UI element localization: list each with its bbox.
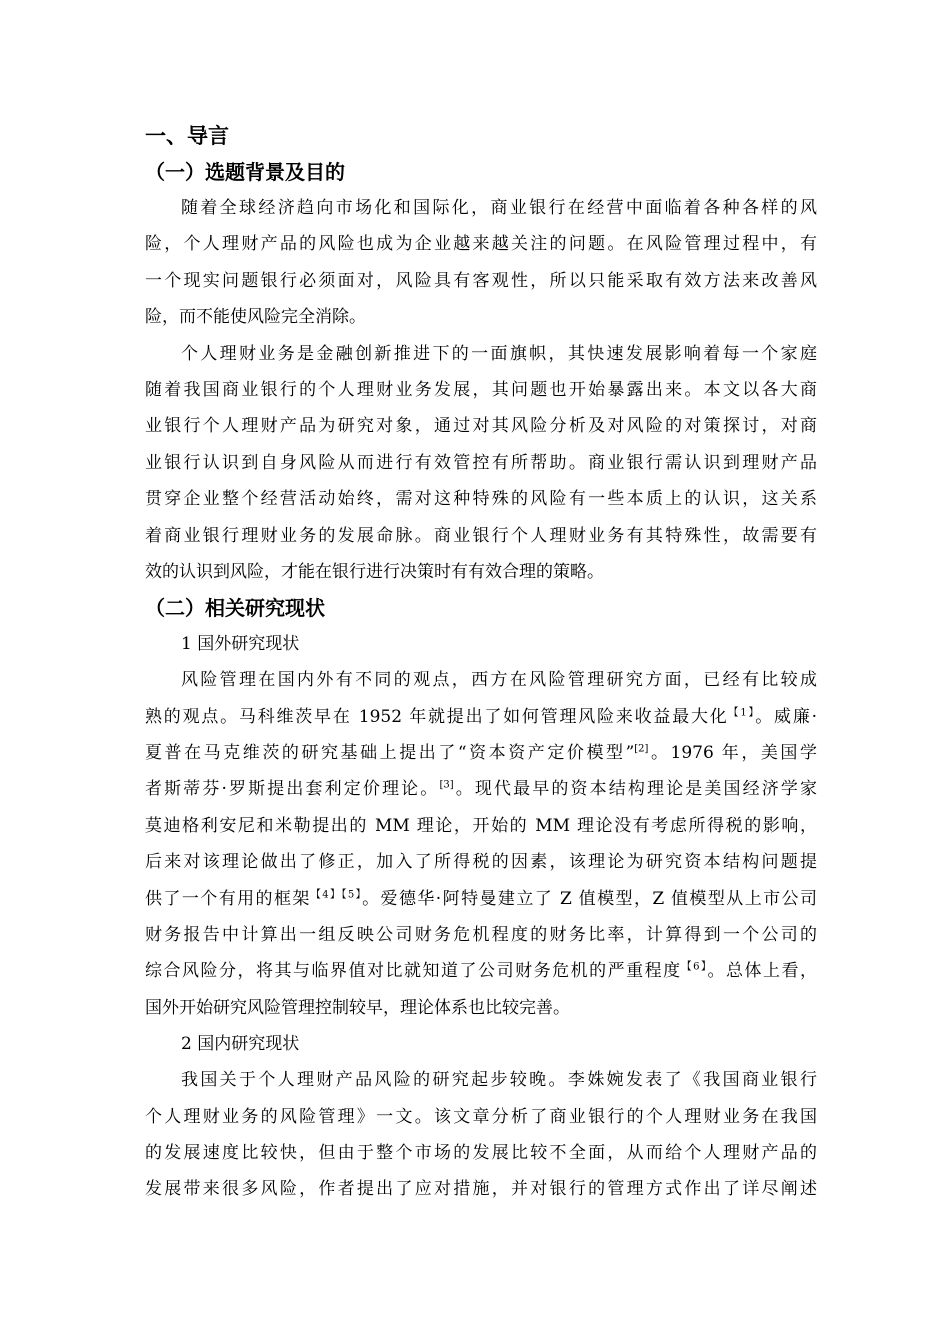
text-segment: 者斯蒂芬·罗斯提出套利定价理论。 (145, 779, 440, 800)
paragraph-domestic-research (145, 1062, 817, 1208)
text-line: 个人理财业务是金融创新推进下的一面旗帜，其快速发展影响着每一个家庭 (181, 343, 817, 364)
text-line (145, 881, 817, 917)
text-line: 效的认识到风险，才能在银行进行决策时有有效合理的策略。 (145, 561, 604, 582)
paragraph-background-2 (145, 336, 817, 591)
document-page (145, 118, 817, 1208)
text-line: 随着我国商业银行的个人理财业务发展，其问题也开始暴露出来。本文以各大商 (145, 379, 817, 400)
text-line: 个人理财业务的风险管理》一文。该文章分析了商业银行的个人理财业务在我国 (145, 1106, 817, 1127)
section-research-title: （二）相关研究现状 (145, 596, 325, 621)
text-line: 发展带来很多风险，作者提出了应对措施，并对银行的管理方式作出了详尽阐述 (145, 1179, 817, 1200)
text-line (145, 699, 817, 735)
section-background-title: （一）选题背景及目的 (145, 160, 345, 184)
text-segment: 。爱德华·阿特曼建立了 Z 值模型，Z 值模型从上市公司 (362, 888, 817, 909)
text-line: 业银行认识到自身风险从而进行有效管控有所帮助。商业银行需认识到理财产品 (145, 452, 817, 473)
text-segment: 。1976 年，美国学 (648, 743, 817, 764)
text-line: 财务报告中计算出一组反映公司财务危机程度的财务比率，计算得到一个公司的 (145, 925, 817, 946)
text-line: 险，个人理财产品的风险也成为企业越来越关注的问题。在风险管理过程中，有 (145, 234, 817, 255)
text-line: 着商业银行理财业务的发展命脉。商业银行个人理财业务有其特殊性，故需要有 (145, 525, 817, 546)
citation-marker: 【6】 (681, 961, 708, 973)
text-segment: 。威廉· (755, 706, 817, 727)
heading-introduction: 一、导言 (145, 124, 229, 148)
text-segment: 综合风险分，将其与临界值对比就知道了公司财务危机的严重程度 (145, 961, 682, 982)
paragraph-background-1 (145, 190, 817, 336)
subsection-foreign-title: 1 国外研究现状 (181, 634, 300, 655)
text-segment: 供了一个有用的框架 (145, 888, 311, 909)
text-line: 随着全球经济趋向市场化和国际化，商业银行在经营中面临着各种各样的风 (181, 198, 817, 218)
text-line: 业银行个人理财产品为研究对象，通过对其风险分析及对风险的对策探讨，对商 (145, 416, 817, 437)
text-line: 险，而不能使风险完全消除。 (145, 307, 366, 328)
text-line: 莫迪格利安尼和米勒提出的 MM 理论，开始的 MM 理论没有考虑所得税的影响， (145, 815, 817, 836)
text-line (145, 771, 817, 807)
citation-marker: [2] (634, 743, 649, 755)
subsection-domestic-title: 2 国内研究现状 (181, 1034, 300, 1055)
text-segment: 。现代最早的资本结构理论是美国经济学家 (453, 779, 818, 800)
text-line: 国外开始研究风险管理控制较早，理论体系也比较完善。 (145, 997, 570, 1018)
text-line (145, 735, 817, 771)
text-segment: 夏普在马克维茨的研究基础上提出了“资本资产定价模型” (145, 743, 635, 764)
text-line: 后来对该理论做出了修正，加入了所得税的因素，该理论为研究资本结构问题提 (145, 852, 817, 873)
citation-marker: [3] (439, 779, 454, 791)
text-segment: 熟的观点。马科维茨早在 1952 年就提出了如何管理风险来收益最大化 (145, 706, 729, 727)
paragraph-foreign-research (145, 662, 817, 1026)
text-line: 一个现实问题银行必须面对，风险具有客观性，所以只能采取有效方法来改善风 (145, 270, 817, 291)
citation-marker: 【4】【5】 (310, 888, 363, 900)
text-line: 我国关于个人理财产品风险的研究起步较晚。李姝婉发表了《我国商业银行 (181, 1070, 817, 1091)
citation-marker: 【1】 (728, 707, 756, 719)
text-segment: 。总体上看， (707, 961, 818, 982)
text-line: 风险管理在国内外有不同的观点，西方在风险管理研究方面，已经有比较成 (181, 670, 817, 691)
text-line: 的发展速度比较快，但由于整个市场的发展比较不全面，从而给个人理财产品的 (145, 1142, 817, 1163)
text-line: 贯穿企业整个经营活动始终，需对这种特殊的风险有一些本质上的认识，这关系 (145, 489, 817, 510)
text-line (145, 953, 817, 989)
